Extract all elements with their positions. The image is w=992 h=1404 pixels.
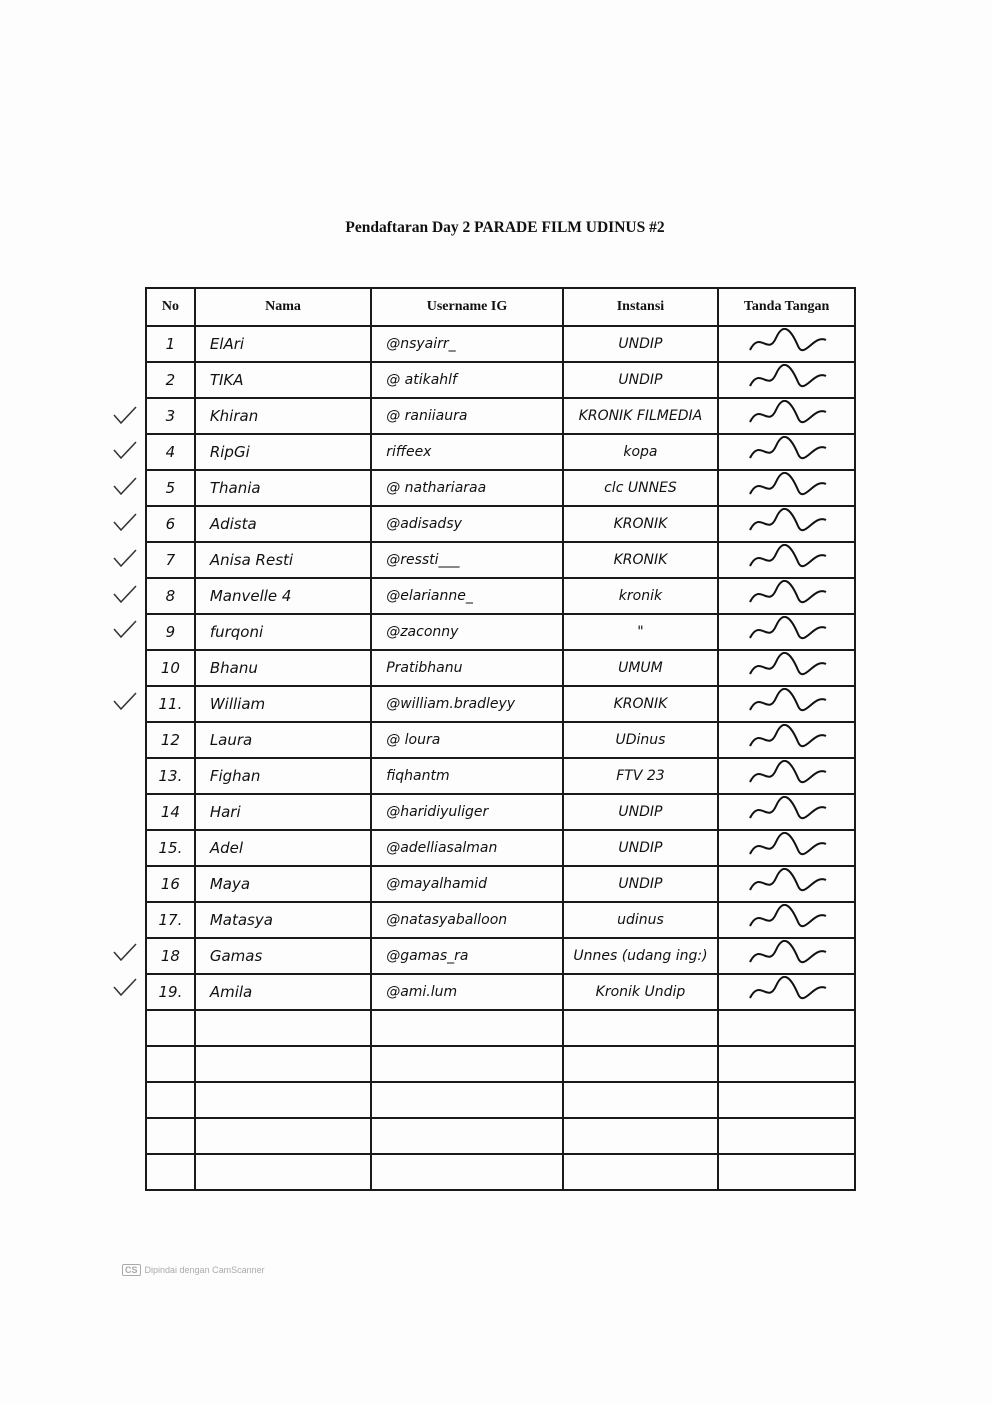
table-row (146, 974, 855, 1010)
participant-name: Adista (195, 506, 371, 542)
instagram-username: @ nathariaraa (371, 470, 563, 506)
participant-name: TIKA (195, 362, 371, 398)
row-number: 19. (146, 974, 195, 1010)
table-row (146, 686, 855, 722)
institution: kronik (563, 578, 718, 614)
table-row (146, 542, 855, 578)
row-number: 1 (146, 326, 195, 362)
signature (718, 686, 855, 722)
instagram-username: @adisadsy (371, 506, 563, 542)
instagram-username: @ raniiaura (371, 398, 563, 434)
row-number: 2 (146, 362, 195, 398)
header-instansi: Instansi (563, 288, 718, 326)
institution: UNDIP (563, 326, 718, 362)
table-row (146, 506, 855, 542)
table-row (146, 434, 855, 470)
institution: KRONIK (563, 506, 718, 542)
row-number: 13. (146, 758, 195, 794)
row-number: 6 (146, 506, 195, 542)
checkmark-icon (112, 691, 138, 711)
signature (718, 722, 855, 758)
footer-text: Dipindai dengan CamScanner (144, 1265, 265, 1275)
table-row (146, 326, 855, 362)
instagram-username: @adelliasalman (371, 830, 563, 866)
table-row (146, 398, 855, 434)
table-header-row (146, 288, 855, 326)
instagram-username: fiqhantm (371, 758, 563, 794)
institution: UNDIP (563, 830, 718, 866)
institution: Kronik Undip (563, 974, 718, 1010)
row-number: 17. (146, 902, 195, 938)
instagram-username: @nsyairr_ (371, 326, 563, 362)
empty-row (146, 1082, 855, 1118)
checkmark-icon (112, 405, 138, 425)
participant-name: William (195, 686, 371, 722)
row-number: 8 (146, 578, 195, 614)
empty-row (146, 1046, 855, 1082)
signature (718, 470, 855, 506)
instagram-username: @ loura (371, 722, 563, 758)
participant-name: ElAri (195, 326, 371, 362)
institution: UNDIP (563, 866, 718, 902)
instagram-username: @gamas_ra (371, 938, 563, 974)
checkmark-icon (112, 512, 138, 532)
row-number: 7 (146, 542, 195, 578)
signature (718, 938, 855, 974)
table-row (146, 614, 855, 650)
header-tanda-tangan: Tanda Tangan (718, 288, 855, 326)
signature (718, 974, 855, 1010)
institution: UNDIP (563, 794, 718, 830)
row-number: 5 (146, 470, 195, 506)
signature (718, 506, 855, 542)
signature (718, 326, 855, 362)
institution: KRONIK (563, 542, 718, 578)
institution: UMUM (563, 650, 718, 686)
participant-name: Anisa Resti (195, 542, 371, 578)
document-title: Pendaftaran Day 2 PARADE FILM UDINUS #2 (345, 219, 665, 236)
checkmark-icon (112, 548, 138, 568)
signature (718, 758, 855, 794)
instagram-username: @william.bradleyy (371, 686, 563, 722)
participant-name: RipGi (195, 434, 371, 470)
instagram-username: @haridiyuliger (371, 794, 563, 830)
instagram-username: @elarianne_ (371, 578, 563, 614)
checkmark-icon (112, 942, 138, 962)
participant-name: Hari (195, 794, 371, 830)
participant-name: Amila (195, 974, 371, 1010)
table-row (146, 902, 855, 938)
participant-name: Manvelle 4 (195, 578, 371, 614)
signature (718, 362, 855, 398)
instagram-username: @natasyaballoon (371, 902, 563, 938)
signature (718, 434, 855, 470)
table-row (146, 758, 855, 794)
row-number: 4 (146, 434, 195, 470)
institution: UDinus (563, 722, 718, 758)
empty-row (146, 1154, 855, 1190)
participant-name: Maya (195, 866, 371, 902)
table-row (146, 578, 855, 614)
row-number: 9 (146, 614, 195, 650)
participant-name: Thania (195, 470, 371, 506)
signature (718, 902, 855, 938)
signature (718, 578, 855, 614)
checkmark-icon (112, 440, 138, 460)
institution: kopa (563, 434, 718, 470)
participant-name: Khiran (195, 398, 371, 434)
row-number: 18 (146, 938, 195, 974)
institution: KRONIK FILMEDIA (563, 398, 718, 434)
table-row (146, 362, 855, 398)
checkmark-icon (112, 977, 138, 997)
table-row (146, 830, 855, 866)
table-row (146, 938, 855, 974)
header-no: No (146, 288, 195, 326)
row-number: 16 (146, 866, 195, 902)
participant-name: Fighan (195, 758, 371, 794)
institution: UNDIP (563, 362, 718, 398)
instagram-username: @ atikahlf (371, 362, 563, 398)
table-row (146, 470, 855, 506)
participant-name: Gamas (195, 938, 371, 974)
signature (718, 398, 855, 434)
row-number: 11. (146, 686, 195, 722)
institution: KRONIK (563, 686, 718, 722)
participant-name: Bhanu (195, 650, 371, 686)
institution: clc UNNES (563, 470, 718, 506)
camscanner-logo: CS (122, 1264, 141, 1276)
row-number: 14 (146, 794, 195, 830)
header-nama: Nama (195, 288, 371, 326)
checkmark-icon (112, 476, 138, 496)
table-row (146, 650, 855, 686)
checkmark-icon (112, 584, 138, 604)
table-row (146, 722, 855, 758)
empty-row (146, 1118, 855, 1154)
institution: udinus (563, 902, 718, 938)
instagram-username: @mayalhamid (371, 866, 563, 902)
signature (718, 866, 855, 902)
signature (718, 794, 855, 830)
institution: Unnes (udang ing:) (563, 938, 718, 974)
participant-name: furqoni (195, 614, 371, 650)
empty-row (146, 1010, 855, 1046)
table-row (146, 866, 855, 902)
row-number: 10 (146, 650, 195, 686)
camscanner-footer (122, 1264, 265, 1276)
checkmark-icon (112, 619, 138, 639)
instagram-username: riffeex (371, 434, 563, 470)
registration-table (145, 287, 856, 1191)
institution: " (563, 614, 718, 650)
instagram-username: @ami.lum (371, 974, 563, 1010)
row-number: 15. (146, 830, 195, 866)
signature (718, 650, 855, 686)
signature (718, 542, 855, 578)
row-number: 12 (146, 722, 195, 758)
participant-name: Matasya (195, 902, 371, 938)
signature (718, 614, 855, 650)
table-row (146, 794, 855, 830)
instagram-username: @zaconny (371, 614, 563, 650)
row-number: 3 (146, 398, 195, 434)
participant-name: Laura (195, 722, 371, 758)
participant-name: Adel (195, 830, 371, 866)
signature (718, 830, 855, 866)
instagram-username: @ressti___ (371, 542, 563, 578)
instagram-username: Pratibhanu (371, 650, 563, 686)
header-username: Username IG (371, 288, 563, 326)
institution: FTV 23 (563, 758, 718, 794)
